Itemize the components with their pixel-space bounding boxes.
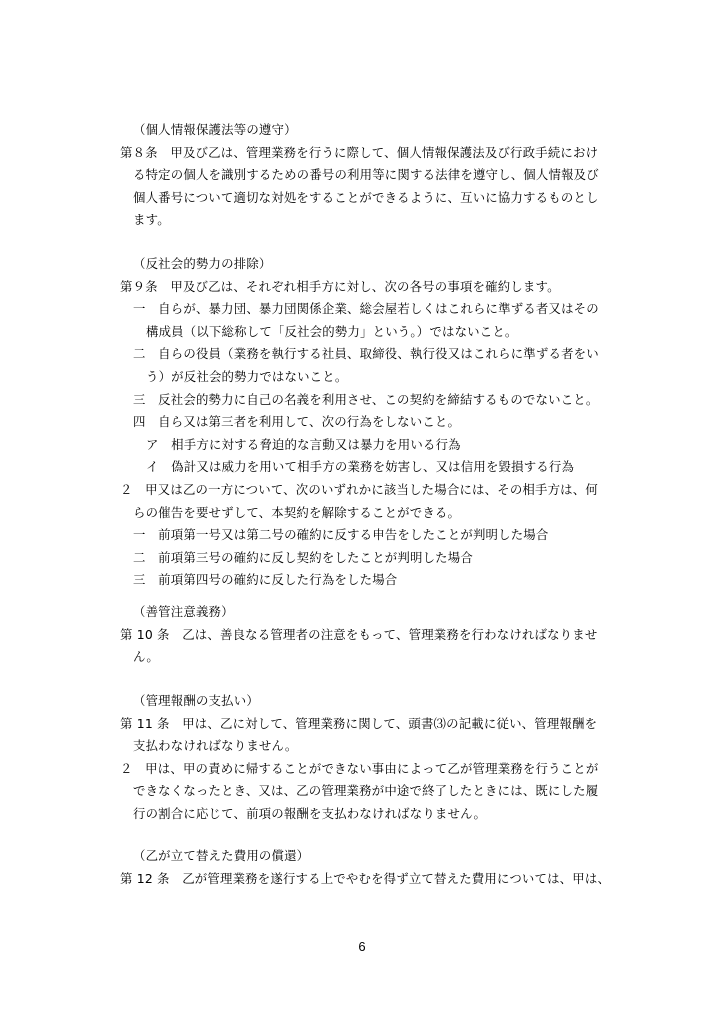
clause-section bbox=[120, 845, 611, 890]
clause-text-line: う）が反社会的勢力ではないこと。 bbox=[146, 368, 348, 384]
clause-text-line: 第 10 条 乙は、善良なる管理者の注意をもって、管理業務を行わなければなりませ bbox=[120, 626, 598, 642]
clause-heading: （善管注意義務） bbox=[133, 604, 234, 619]
clause-text-line: ん。 bbox=[133, 649, 159, 665]
clause-text-line: ア 相手方に対する脅迫的な言動又は暴力を用いる行為 bbox=[146, 436, 461, 452]
page-number: 6 bbox=[358, 939, 366, 954]
clause-text-line: イ 偽計又は威力を用いて相手方の業務を妨害し、又は信用を毀損する行為 bbox=[146, 459, 575, 475]
clause-heading: （管理報酬の支払い） bbox=[133, 693, 259, 708]
clause-text-line: 第 11 条 甲は、乙に対して、管理業務に関して、頭書⑶の記載に従い、管理報酬を bbox=[120, 715, 598, 731]
clause-text-line: 三 前項第四号の確約に反した行為をした場合 bbox=[133, 572, 398, 588]
clause-text-line: 二 前項第三号の確約に反し契約をしたことが判明した場合 bbox=[133, 549, 473, 565]
clause-text-line: らの催告を要せずして、本契約を解除することができる。 bbox=[133, 504, 461, 520]
clause-text-line: 支払わなければなりません。 bbox=[133, 738, 298, 754]
clause-text-line: ます。 bbox=[133, 212, 170, 228]
clause-section bbox=[120, 690, 606, 826]
clause-text-line: 二 自らの役員（業務を執行する社員、取締役、執行役又はこれらに準ずる者をい bbox=[133, 346, 599, 362]
clause-text-line: 第８条 甲及び乙は、管理業務を行うに際して、個人情報保護法及び行政手続におけ bbox=[120, 144, 599, 160]
clause-text-line: 第 12 条 乙が管理業務を遂行する上でやむを得ず立て替えた費用については、甲は、 bbox=[120, 870, 611, 886]
clause-section bbox=[120, 253, 606, 592]
clause-heading: （個人情報保護法等の遵守） bbox=[133, 122, 297, 137]
clause-text-line: 四 自ら又は第三者を利用して、次の行為をしないこと。 bbox=[133, 414, 461, 430]
clause-text-line: 一 前項第一号又は第二号の確約に反する申告をしたことが判明した場合 bbox=[133, 527, 549, 543]
clause-section bbox=[120, 119, 606, 232]
clause-text-line: 一 自らが、暴力団、暴力団関係企業、総会屋若しくはこれらに準ずる者又はその bbox=[133, 301, 599, 317]
clause-text-line: る特定の個人を識別するための番号の利用等に関する法律を遵守し、個人情報及び bbox=[133, 167, 599, 183]
clause-text-line: 第９条 甲及び乙は、それぞれ相手方に対し、次の各号の事項を確約します。 bbox=[120, 278, 560, 294]
clause-text-line: 構成員（以下総称して「反社会的勢力」という。）ではないこと。 bbox=[146, 323, 518, 339]
clause-text-line: 行の割合に応じて、前項の報酬を支払わなければなりません。 bbox=[133, 805, 487, 821]
clause-text-line: 三 反社会的勢力に自己の名義を利用させ、この契約を締結するものでないこと。 bbox=[133, 391, 599, 407]
clause-text-line: ２ 甲は、甲の責めに帰することができない事由によって乙が管理業務を行うことが bbox=[120, 760, 599, 776]
clause-text-line: ２ 甲又は乙の一方について、次のいずれかに該当した場合には、その相手方は、何 bbox=[120, 481, 598, 497]
clause-text-line: 個人番号について適切な対処をすることができるように、互いに協力するものとし bbox=[133, 189, 599, 205]
clause-heading: （乙が立て替えた費用の償還） bbox=[133, 848, 310, 863]
clause-text-line: できなくなったとき、又は、乙の管理業務が中途で終了したときには、既にした履 bbox=[133, 783, 599, 799]
clause-section bbox=[120, 601, 606, 669]
clause-heading: （反社会的勢力の排除） bbox=[133, 256, 272, 271]
